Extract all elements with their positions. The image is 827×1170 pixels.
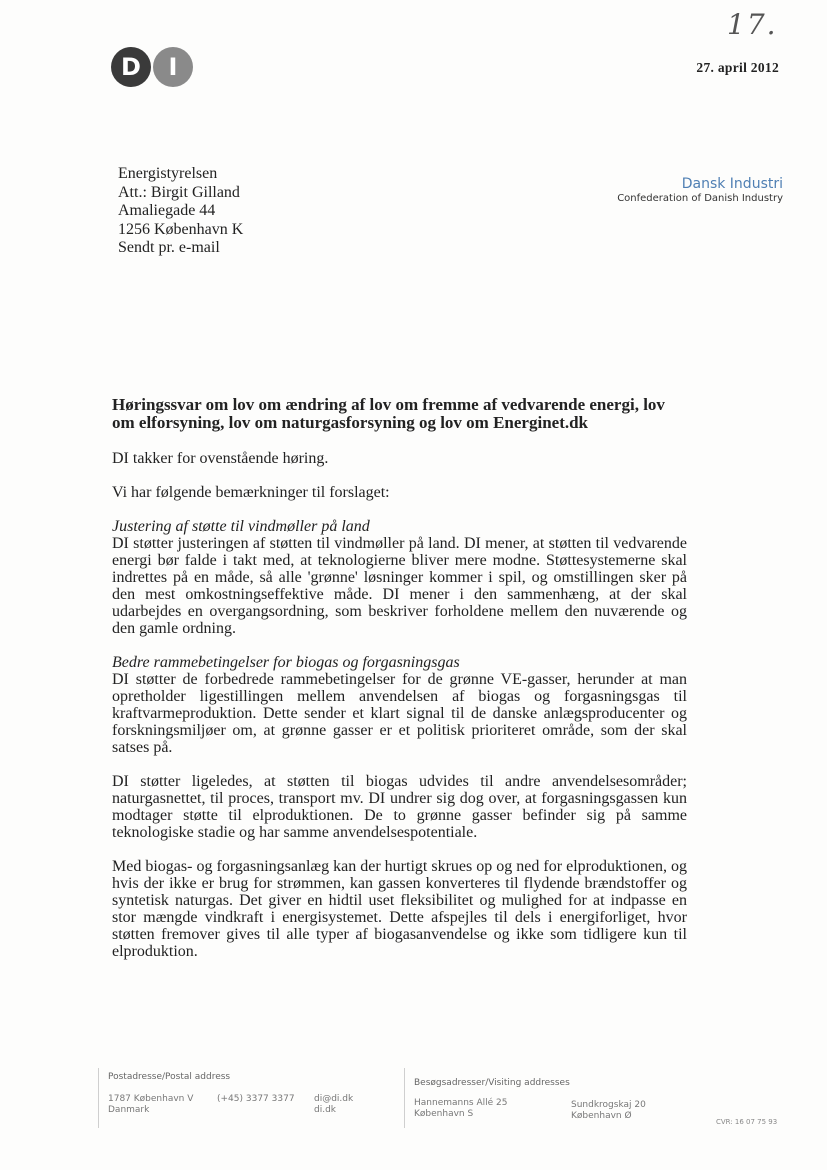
letter-footer [0, 1062, 827, 1170]
postal-line: 1787 København V [108, 1094, 194, 1104]
section-paragraph: DI støtter justeringen af støtten til vindmøller på land. DI mener, at støtten til vedvarende energi bør falde i takt med, at teknologierne bliver mere modne. Støttesystemerne skal indrettes på en måde, så alle 'grønne' løsninger kommer i spil, og omstillingen sker på den mest omkostningseffektive måde. DI mener i den sammenhæng, at der skal udarbejdes en overgangsordning, som beskriver forholdene mellem den nuværende og den gamle ordning. [112, 535, 687, 637]
recipient-line: Energistyrelsen [118, 165, 218, 182]
cvr-number: CVR: 16 07 75 93 [716, 1118, 778, 1126]
recipient-line: Sendt pr. e-mail [118, 239, 220, 256]
letter-heading: Høringssvar om lov om ændring af lov om fremme af vedvarende energi, lov om elforsyning, lov om naturgasforsyning og lov om Energinet.dk [112, 395, 665, 432]
visit-line: Sundkrogskaj 20 [571, 1100, 646, 1110]
footer-phone: (+45) 3377 3377 [217, 1094, 295, 1104]
handwritten-page-number: 17. [727, 8, 778, 41]
di-logo [111, 47, 193, 87]
footer-email[interactable]: di@di.dk [314, 1094, 354, 1104]
section-title: Bedre rammebetingelser for biogas og forgasningsgas [112, 654, 460, 671]
letter-body [112, 396, 687, 977]
recipient-address [118, 165, 243, 258]
section-paragraph: DI støtter de forbedrede rammebetingelser for de grønne VE-gasser, herunder at man opretholder ligestillingen mellem anvendelsen af biogas og forgasningsgas til kraftvarmeproduktion. Dette sender et klart signal til de danske anlægsproducenter og forskningsmiljøer om, at grønne gasser er et politisk prioriteret område, som der skal satses på. [112, 671, 687, 756]
recipient-line: 1256 København K [118, 220, 244, 238]
footer-divider [98, 1068, 99, 1128]
footer-divider [404, 1068, 405, 1128]
section-paragraph: Med biogas- og forgasningsanlæg kan der hurtigt skrues op og ned for elproduktionen, og hvis der ikke er brug for strømmen, kan gassen konverteres til flydende brændstoffer og syntetisk naturgas. Det giver en hidtil uset fleksibilitet og mulighed for at indpasse en stor mængde vindkraft i energisystemet. Dette afspejles til dels i energiforliget, hvor støtten fremover gives til alle typer af biogasanvendelse og ikke som tidligere kun til elproduktion. [112, 858, 687, 960]
visiting-address-1 [414, 1098, 507, 1120]
section-paragraph: DI støtter ligeledes, at støtten til biogas udvides til andre anvendelsesområder; naturgasnettet, til proces, transport mv. DI undrer sig dog over, at forgasningsgassen kun modtager støtte til elproduktionen. De to grønne gasser befinder sig på samme teknologiske stadie og har samme anvendelsespotentiale. [112, 773, 687, 841]
postal-line: Danmark [108, 1105, 150, 1115]
letter-date: 27. april 2012 [696, 60, 779, 75]
intro-paragraph: Vi har følgende bemærkninger til forslaget: [112, 484, 390, 501]
visit-line: København Ø [571, 1111, 632, 1121]
visiting-address-2 [571, 1100, 646, 1122]
sender-tagline: Confederation of Danish Industry [617, 193, 783, 204]
postal-address [108, 1094, 193, 1116]
visit-line: København S [414, 1109, 474, 1119]
logo-d-circle: D [111, 47, 151, 87]
section-title: Justering af støtte til vindmøller på land [112, 518, 370, 535]
footer-contact [314, 1094, 353, 1116]
recipient-line: Att.: Birgit Gilland [118, 183, 240, 201]
intro-paragraph: DI takker for ovenstående høring. [112, 450, 329, 467]
sender-name: Dansk Industri [681, 176, 783, 192]
visit-line: Hannemanns Allé 25 [414, 1098, 508, 1108]
logo-i-circle: I [153, 47, 193, 87]
visiting-heading: Besøgsadresser/Visiting addresses [414, 1078, 570, 1088]
postal-heading: Postadresse/Postal address [108, 1072, 231, 1082]
recipient-line: Amaliegade 44 [118, 202, 216, 219]
footer-web[interactable]: di.dk [314, 1105, 336, 1115]
